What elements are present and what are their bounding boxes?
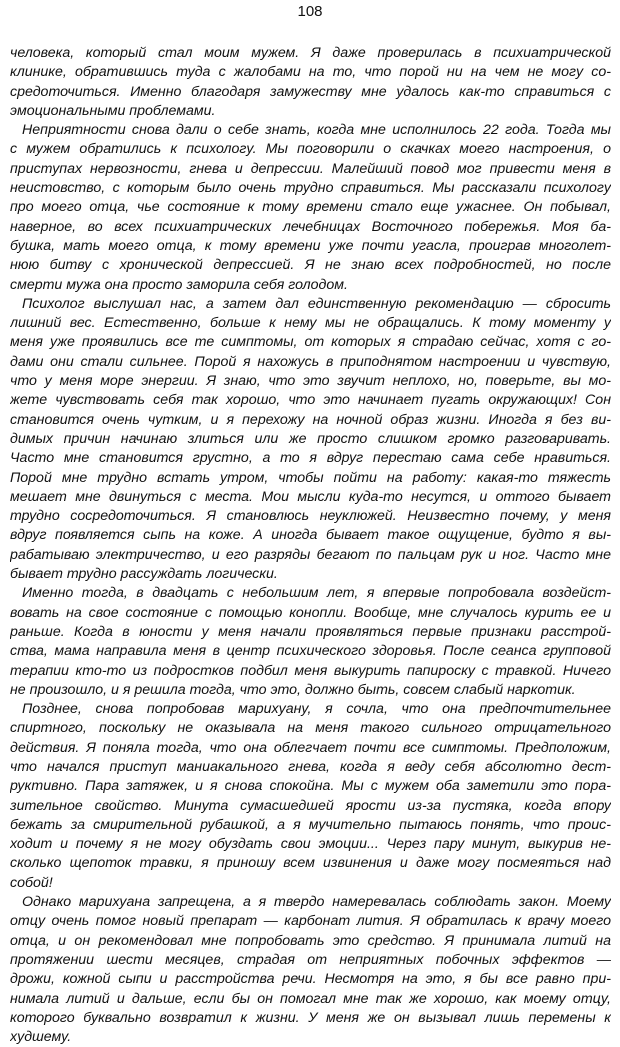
text-line: ходит и почему я не могу обуздать свои эмоции... Через пару минут, выкурив не- <box>10 836 611 853</box>
text-line: Порой мне трудно встать утром, чтобы пойти на работу: какая-то тяжесть <box>10 469 611 486</box>
body-text <box>10 44 611 1047</box>
text-line: руктивно. Пара затяжек, и я снова спокойна. Мы с мужем оба заметили это пора- <box>10 778 611 795</box>
text-line: которого буквально возвратил к жизни. У меня же он вызывал лишь перемены к <box>10 1009 611 1026</box>
text-line: становится очень чутким, и я перехожу на ночной образ жизни. Иногда я без ви- <box>10 411 611 428</box>
text-line: протяжении шести месяцев, страдая от неприятных побочных эффектов — <box>10 951 611 968</box>
page-number: 108 <box>297 3 323 20</box>
text-line: Часто мне становится грустно, а то я вдруг перестаю сама себе нравиться. <box>10 450 611 467</box>
text-line: действия. Я поняла тогда, что она облегчает почти все симптомы. Предположим, <box>10 739 611 756</box>
text-line: Позднее, снова попробовав марихуану, я сочла, что она предпочтительнее <box>22 701 611 718</box>
text-line: человека, который стал моим мужем. Я даже проверилась в психиатрической <box>10 45 611 61</box>
text-line: нимала литий и дальше, если бы он помогал мне так же хорошо, как моему отцу, <box>10 990 611 1007</box>
text-line: Однако марихуана запрещена, а я твердо намеревалась соблюдать закон. Моему <box>22 894 611 911</box>
text-line: меня уже проявились все те симптомы, от которых я страдаю сейчас, хотя с го- <box>10 334 611 351</box>
text-line: димых причин начинаю злиться или же просто слишком громко разговаривать. <box>10 430 611 447</box>
text-line: мешает мне двинуться с места. Мои мысли куда-то несутся, и оттого бывает <box>10 488 611 505</box>
text-line: лишний вес. Естественно, больше к нему мы не обращались. К тому моменту у <box>10 315 611 332</box>
text-line: худшему. <box>10 1029 72 1046</box>
text-line: неистовство, с которым было очень трудно справиться. Мы рассказали психологу <box>10 180 611 197</box>
text-line: наверное, во всех психиатрических лечебницах Восточного побережья. Моя ба- <box>10 218 611 235</box>
text-line: смерти мужа она просто заморила себя голодом. <box>10 276 348 293</box>
text-line: бежать за смирительной рубашкой, а я мучительно пытаюсь понять, что проис- <box>10 816 611 833</box>
text-line: Именно тогда, в двадцать с небольшим лет, я впервые попробовала воздейст- <box>22 585 611 602</box>
text-line: отца, и он рекомендовал мне попробовать это средство. Я принимала литий на <box>10 932 611 949</box>
text-line: не произошло, и я решила тогда, что это, должно быть, совсем слабый наркотик. <box>10 681 576 698</box>
text-line: клинике, обратившись туда с жалобами на то, что порой ни на чем не могу со- <box>10 64 611 81</box>
text-line: приступах нервозности, гнева и депрессии. Малейший повод мог привести меня в <box>10 160 611 177</box>
text-line: Неприятности снова дали о себе знать, когда мне исполнилось 22 года. Тогда мы <box>22 122 611 139</box>
text-line: зительное свойство. Минута сумасшедшей ярости из-за пустяка, когда впору <box>10 797 611 814</box>
text-line: средоточиться. Именно благодаря замужеству мне удалось как-то справиться с <box>10 83 611 100</box>
text-line: терапии кто-то из подростков подбил меня выкурить папироску с травкой. Ничего <box>10 662 611 679</box>
text-line: что начался приступ маниакального гнева, когда я веду себя абсолютно дест- <box>10 758 611 775</box>
text-line: бушка, мать моего отца, к тому времени уже почти угасла, проиграв многолет- <box>10 237 611 254</box>
text-line: ства, мама направила меня в центр психического здоровья. После сеанса групповой <box>10 643 611 660</box>
text-line: жете чувствовать себя так хорошо, что это начинает пугать окружающих! Сон <box>10 392 611 409</box>
text-line: что у меня море энергии. Я знаю, что это звучит неплохо, но, поверьте, вы мо- <box>10 373 611 390</box>
text-line: спиртного, поскольку не оказывала на меня такого сильного отрицательного <box>10 720 611 737</box>
text-line: вдруг появляется сыпь на коже. А иногда бывает такое ощущение, будто я вы- <box>10 527 611 544</box>
text-line: нюю битву с хронической депрессией. Я не знаю всех подробностей, но после <box>10 257 611 274</box>
text-line: сколько щепоток травки, я приношу всем извинения и даже могу посмеяться над <box>10 855 611 872</box>
text-line: с мужем обратились к психологу. Мы поговорили о скачках моего настроения, о <box>10 141 611 158</box>
text-line: бывает трудно рассуждать логически. <box>10 566 278 583</box>
text-line: рабатываю электричество, и его разряды бегают по пальцам рук и ног. Часто мне <box>10 546 611 563</box>
text-line: про моего отца, чье состояние к тому времени стало еще ужаснее. Он побывал, <box>10 199 611 216</box>
text-line: вовать на свое состояние с помощью конопли. Вообще, мне случалось курить ее и <box>10 604 611 621</box>
text-line: отцу очень помог новый препарат — карбонат лития. Я обратилась к врачу моего <box>10 913 611 930</box>
text-line: трудно сосредоточиться. Я становлюсь неуклюжей. Неизвестно почему, у меня <box>10 508 611 525</box>
text-line: эмоциональными проблемами. <box>10 102 216 119</box>
text-line: раньше. Когда в юности у меня начали проявляться первые признаки расстрой- <box>10 623 611 640</box>
text-line: дами они стали сильнее. Порой я нахожусь в приподнятом настроении и чувствую, <box>10 353 611 370</box>
text-line: собой! <box>10 874 53 891</box>
text-line: дрожи, кожной сыпи и расстройства речи. Несмотря на это, я бы все равно при- <box>10 971 611 988</box>
text-line: Психолог выслушал нас, а затем дал единственную рекомендацию — сбросить <box>22 295 611 312</box>
